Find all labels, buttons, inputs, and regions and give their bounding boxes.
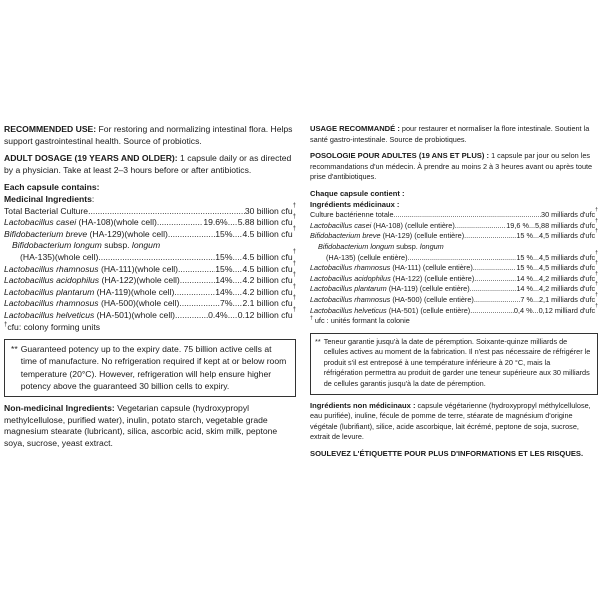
ingredient-row-fr: Lactobacillus acidophilus (HA-122) (cellule entière) ..... 14 % ........ 4,2 milliards d'ufc †: [310, 274, 598, 285]
ingredient-row-fr: Bifidobacterium breve (HA-129) (cellule entière) ..... 15 % ........ 4,5 milliards d'ufc †: [310, 231, 598, 242]
total-culture-row: Total Bacterial Culture ..... 30 billion cfu †: [4, 206, 296, 218]
total-culture-name: Total Bacterial Culture: [4, 205, 89, 216]
warning-text-fr: SOULEVEZ L'ÉTIQUETTE POUR PLUS D'INFORMATIONS ET LES RISQUES.: [310, 449, 584, 459]
non-medicinal-ingredients-fr: Ingrédients non médicinaux : capsule végétarienne (hydroxypropyl méthylcellulose, eau purifiée), inuline, fécule de pomme de terre, stéarate de magnésium d'origine végétale (lubrifiant), silice, acide ascorbique, lait écrémé, peptone de soja, sucrose, extrait de levure.: [310, 400, 591, 442]
each-capsule-heading-fr: Chaque capsule contient :: [310, 188, 405, 198]
medicinal-heading: Medicinal Ingredients:: [4, 193, 95, 204]
adult-dosage-fr: POSOLOGIE POUR ADULTES (19 ANS ET PLUS) : 1 capsule par jour ou selon les recommandations d'un médecin. À prendre au moins 2 à 3 heures avant ou après toute prise d'antibiotiques.: [310, 151, 593, 182]
ingredient-row-fr: Lactobacillus rhamnosus (HA-111) (cellule entière) ..... 15 % ........ 4,5 milliards d'ufc †: [310, 263, 598, 274]
ingredient-row-fr: Lactobacillus plantarum (HA-119) (cellule entière) ..... 14 % ........ 4,2 milliards d'ufc †: [310, 284, 598, 295]
ingredient-row: Lactobacillus rhamnosus (HA-500)(whole cell) ..... 7% ..... 2.1 billion cfu †: [4, 298, 296, 310]
cfu-footnote-fr: † ufc : unités formant la colonie: [310, 315, 410, 326]
ingredient-row-fr: Lactobacillus casei (HA-108) (cellule entière) ..... 19,6 % ........ 5,88 milliards d'ufc †: [310, 221, 598, 232]
medicinal-heading-fr: Ingrédients médicinaux :: [310, 199, 400, 209]
french-column: [310, 124, 598, 460]
total-culture-value: 30 billion cfu: [244, 205, 293, 216]
total-culture-row-fr: Culture bactérienne totale ..... 30 milliards d'ufc †: [310, 210, 598, 221]
each-capsule-heading: Each capsule contains:: [4, 182, 100, 193]
ingredient-row-fr: Lactobacillus helveticus (HA-501) (cellule entière) ..... 0,4 % ........ 0,12 milliard d'ufc †: [310, 306, 598, 317]
cfu-footnote: †cfu: colony forming units: [4, 321, 101, 332]
recommended-use: [4, 124, 296, 147]
guarantee-text: Guaranteed potency up to the expiry date. 75 billion active cells at time of manufacture. No refrigeration required if kept at or below room temperature (20°C). However, refrigeration will help ensure higher potency above the guaranteed 30 billion cells to expiry.: [20, 344, 287, 391]
recommended-use-fr: USAGE RECOMMANDÉ : pour restaurer et normaliser la flore intestinale. Soutient la santé gastro-intestinale. Source de probiotiques.: [310, 124, 590, 144]
ingredient-row: Lactobacillus rhamnosus (HA-111)(whole cell) ..... 15% ..... 4.5 billion cfu †: [4, 264, 296, 276]
ingredient-row: Lactobacillus acidophilus (HA-122)(whole cell) ..... 14% ..... 4.2 billion cfu †: [4, 275, 296, 287]
non-medicinal-ingredients: Non-medicinal Ingredients: Vegetarian capsule (hydroxypropyl methylcellulose, purified water), inulin, potato starch, vegetable grade magnesium stearate (lubricant), silica, ascorbic acid, skim milk, peptone soya, sucrose, yeast extract.: [4, 402, 278, 448]
dosage-label: ADULT DOSAGE (19 YEARS AND OLDER):: [4, 153, 178, 164]
ingredient-row-fr: Lactobacillus rhamnosus (HA-500) (cellule entière) ..... 7 % ........ 2,1 milliards d'ufc †: [310, 295, 598, 306]
ingredient-row-fr: Bifidobacterium longum subsp. longum (HA-135) (cellule entière) ..... 15 % ........ 4,5 milliards d'ufc †: [310, 242, 598, 263]
guarantee-box: ** Guaranteed potency up to the expiry date. 75 billion active cells at time of manufacture. No refrigeration required if kept at or below room temperature (20°C). However, refrigeration will help ensure higher potency above the guaranteed 30 billion cells to expiry.: [4, 339, 296, 397]
ingredient-row: Lactobacillus casei (HA-108)(whole cell) ..... 19.6% ..... 5.88 billion cfu †: [4, 217, 296, 229]
english-column: [4, 124, 296, 449]
ingredient-row: Lactobacillus plantarum (HA-119)(whole cell) ..... 14% ..... 4.2 billion cfu †: [4, 287, 296, 299]
adult-dosage: [4, 153, 296, 176]
dosage-text: 1 capsule daily or as directed by a physician. Take at least 2–3 hours before or after antibiotics.: [4, 153, 292, 175]
ingredient-row: Bifidobacterium breve (HA-129)(whole cell) ..... 15% ..... 4.5 billion cfu †: [4, 229, 296, 241]
ingredient-row: Bifidobacterium longum subsp. longum (HA-135)(whole cell) ..... 15% ..... 4.5 billion cfu †: [4, 240, 296, 263]
guarantee-box-fr: ** Teneur garantie jusqu'à la date de péremption. Soixante-quinze milliards de cellules actives au moment de la fabrication. Il n'est pas nécessaire de réfrigérer le produit s'il est entreposé à une température inférieure à 20 °C, mais la réfrigération permettra au produit de garder une teneur supérieure aux 30 milliards de cellules garantis jusqu'à la date de péremption.: [310, 333, 598, 395]
recommended-use-label: RECOMMENDED USE:: [4, 124, 97, 134]
ingredient-row: Lactobacillus helveticus (HA-501)(whole cell) ..... 0.4% ..... 0.12 billion cfu †: [4, 310, 296, 322]
recommended-use-text: For restoring and normalizing intestinal flora. Helps support gastrointestinal health. Source of probiotics.: [4, 124, 293, 146]
